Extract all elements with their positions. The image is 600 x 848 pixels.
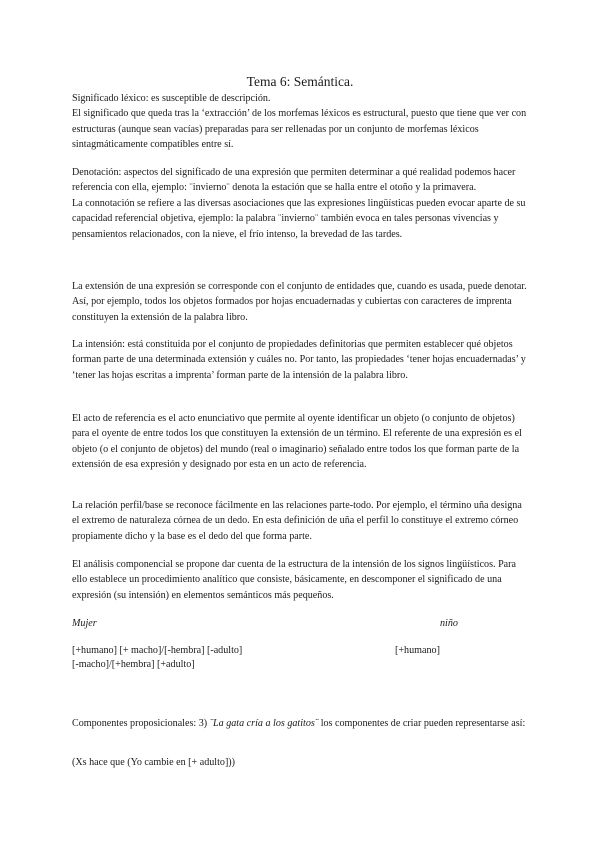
componential-paragraph bbox=[72, 557, 530, 603]
reference-paragraph bbox=[72, 411, 530, 473]
paragraph: La intensión: está constituida por el conjunto de propiedades definitorias que permiten establecer qué objetos forman parte de una determinada extensión y cuáles no. Por tanto, las propiedades ‘tener hojas encuadernadas’ y ‘tener las hojas escritas a imprenta’ forman parte de la intensión de la palabra libro. bbox=[72, 339, 526, 381]
extension-paragraph bbox=[72, 279, 530, 325]
mujer-features-line-1: [+humano] [+ macho]/[-hembra] [-adulto] bbox=[72, 645, 243, 656]
prop-lead: Componentes proposicionales: 3) bbox=[72, 718, 210, 729]
prop-example: ¨La gata cría a los gatitos¨ bbox=[209, 718, 319, 729]
paragraph: El acto de referencia es el acto enunciativo que permite al oyente identificar un objeto (o conjunto de objetos) para el oyente de entre todos los que constituyen la extensión de un término. El referente de una expresión es el objeto (o el conjunto de objetos) del mundo (real o imaginario) señalado entre todos los que forman parte de la extensión de esa expresión y designado por esta en un acto de referencia. bbox=[72, 413, 522, 471]
prop-tail: los componentes de criar pueden representarse así: bbox=[318, 718, 526, 729]
denotation-section bbox=[72, 165, 530, 242]
mujer-features-line-2: [-macho]/[+hembra] [+adulto] bbox=[72, 659, 195, 670]
paragraph: La connotación se refiere a las diversas asociaciones que las expresiones lingüísticas pueden evocar aparte de su capacidad referencial objetiva, ejemplo: la palabra ¨invierno¨ también evoca en tales personas vivencias y pensamientos relacionados, con la nieve, el frío intenso, la brevedad de las tardes. bbox=[72, 197, 526, 240]
paragraph bbox=[72, 716, 530, 731]
paragraph: Significado léxico: es susceptible de descripción. bbox=[72, 93, 271, 104]
propositional-formula: (Xs hace que (Yo cambie en [+ adulto])) bbox=[72, 757, 236, 768]
paragraph: El análisis componencial se propone dar cuenta de la estructura de la intensión de los signos lingüísticos. Para ello establece un procedimiento analítico que consiste, básicamente, en descomponer el significado de una expresión (su intensión) en elementos semánticos más pequeños. bbox=[72, 559, 517, 601]
paragraph: El significado que queda tras la ‘extracción’ de los morfemas léxicos es estructural, puesto que tiene que ver con estructuras (aunque sean vacías) preparadas para ser rellenadas por un conjunto de morfemas léxicos sintagmáticamente compatibles entre sí. bbox=[72, 108, 527, 151]
page-title: Tema 6: Semántica. bbox=[246, 74, 354, 89]
paragraph: Denotación: aspectos del significado de una expresión que permiten determinar a qué realidad podemos hacer referencia con ella, ejemplo: ¨invierno¨ denota la estación que se halla entre el otoño y la primavera. bbox=[72, 167, 516, 194]
paragraph: La extensión de una expresión se corresponde con el conjunto de entidades que, cuando es usada, puede denotar. Así, por ejemplo, todos los objetos formados por hojas encuadernadas y cubiertas con caracteres de imprenta constituyen la extensión de la palabra libro. bbox=[72, 281, 527, 323]
lexical-meaning-section bbox=[72, 91, 530, 153]
nino-features-line-1: [+humano] bbox=[395, 645, 440, 656]
mujer-label: Mujer bbox=[72, 618, 97, 629]
intension-paragraph bbox=[72, 337, 530, 383]
propositional-paragraph bbox=[72, 716, 530, 731]
profile-base-paragraph bbox=[72, 498, 530, 544]
paragraph: La relación perfil/base se reconoce fácilmente en las relaciones parte-todo. Por ejemplo, el término uña designa el extremo de naturaleza córnea de un dedo. En esta definición de uña el perfil lo constituye el extremo córneo propiamente dicho y la base es el dedo del que forma parte. bbox=[72, 500, 522, 542]
nino-label: niño bbox=[440, 618, 458, 629]
